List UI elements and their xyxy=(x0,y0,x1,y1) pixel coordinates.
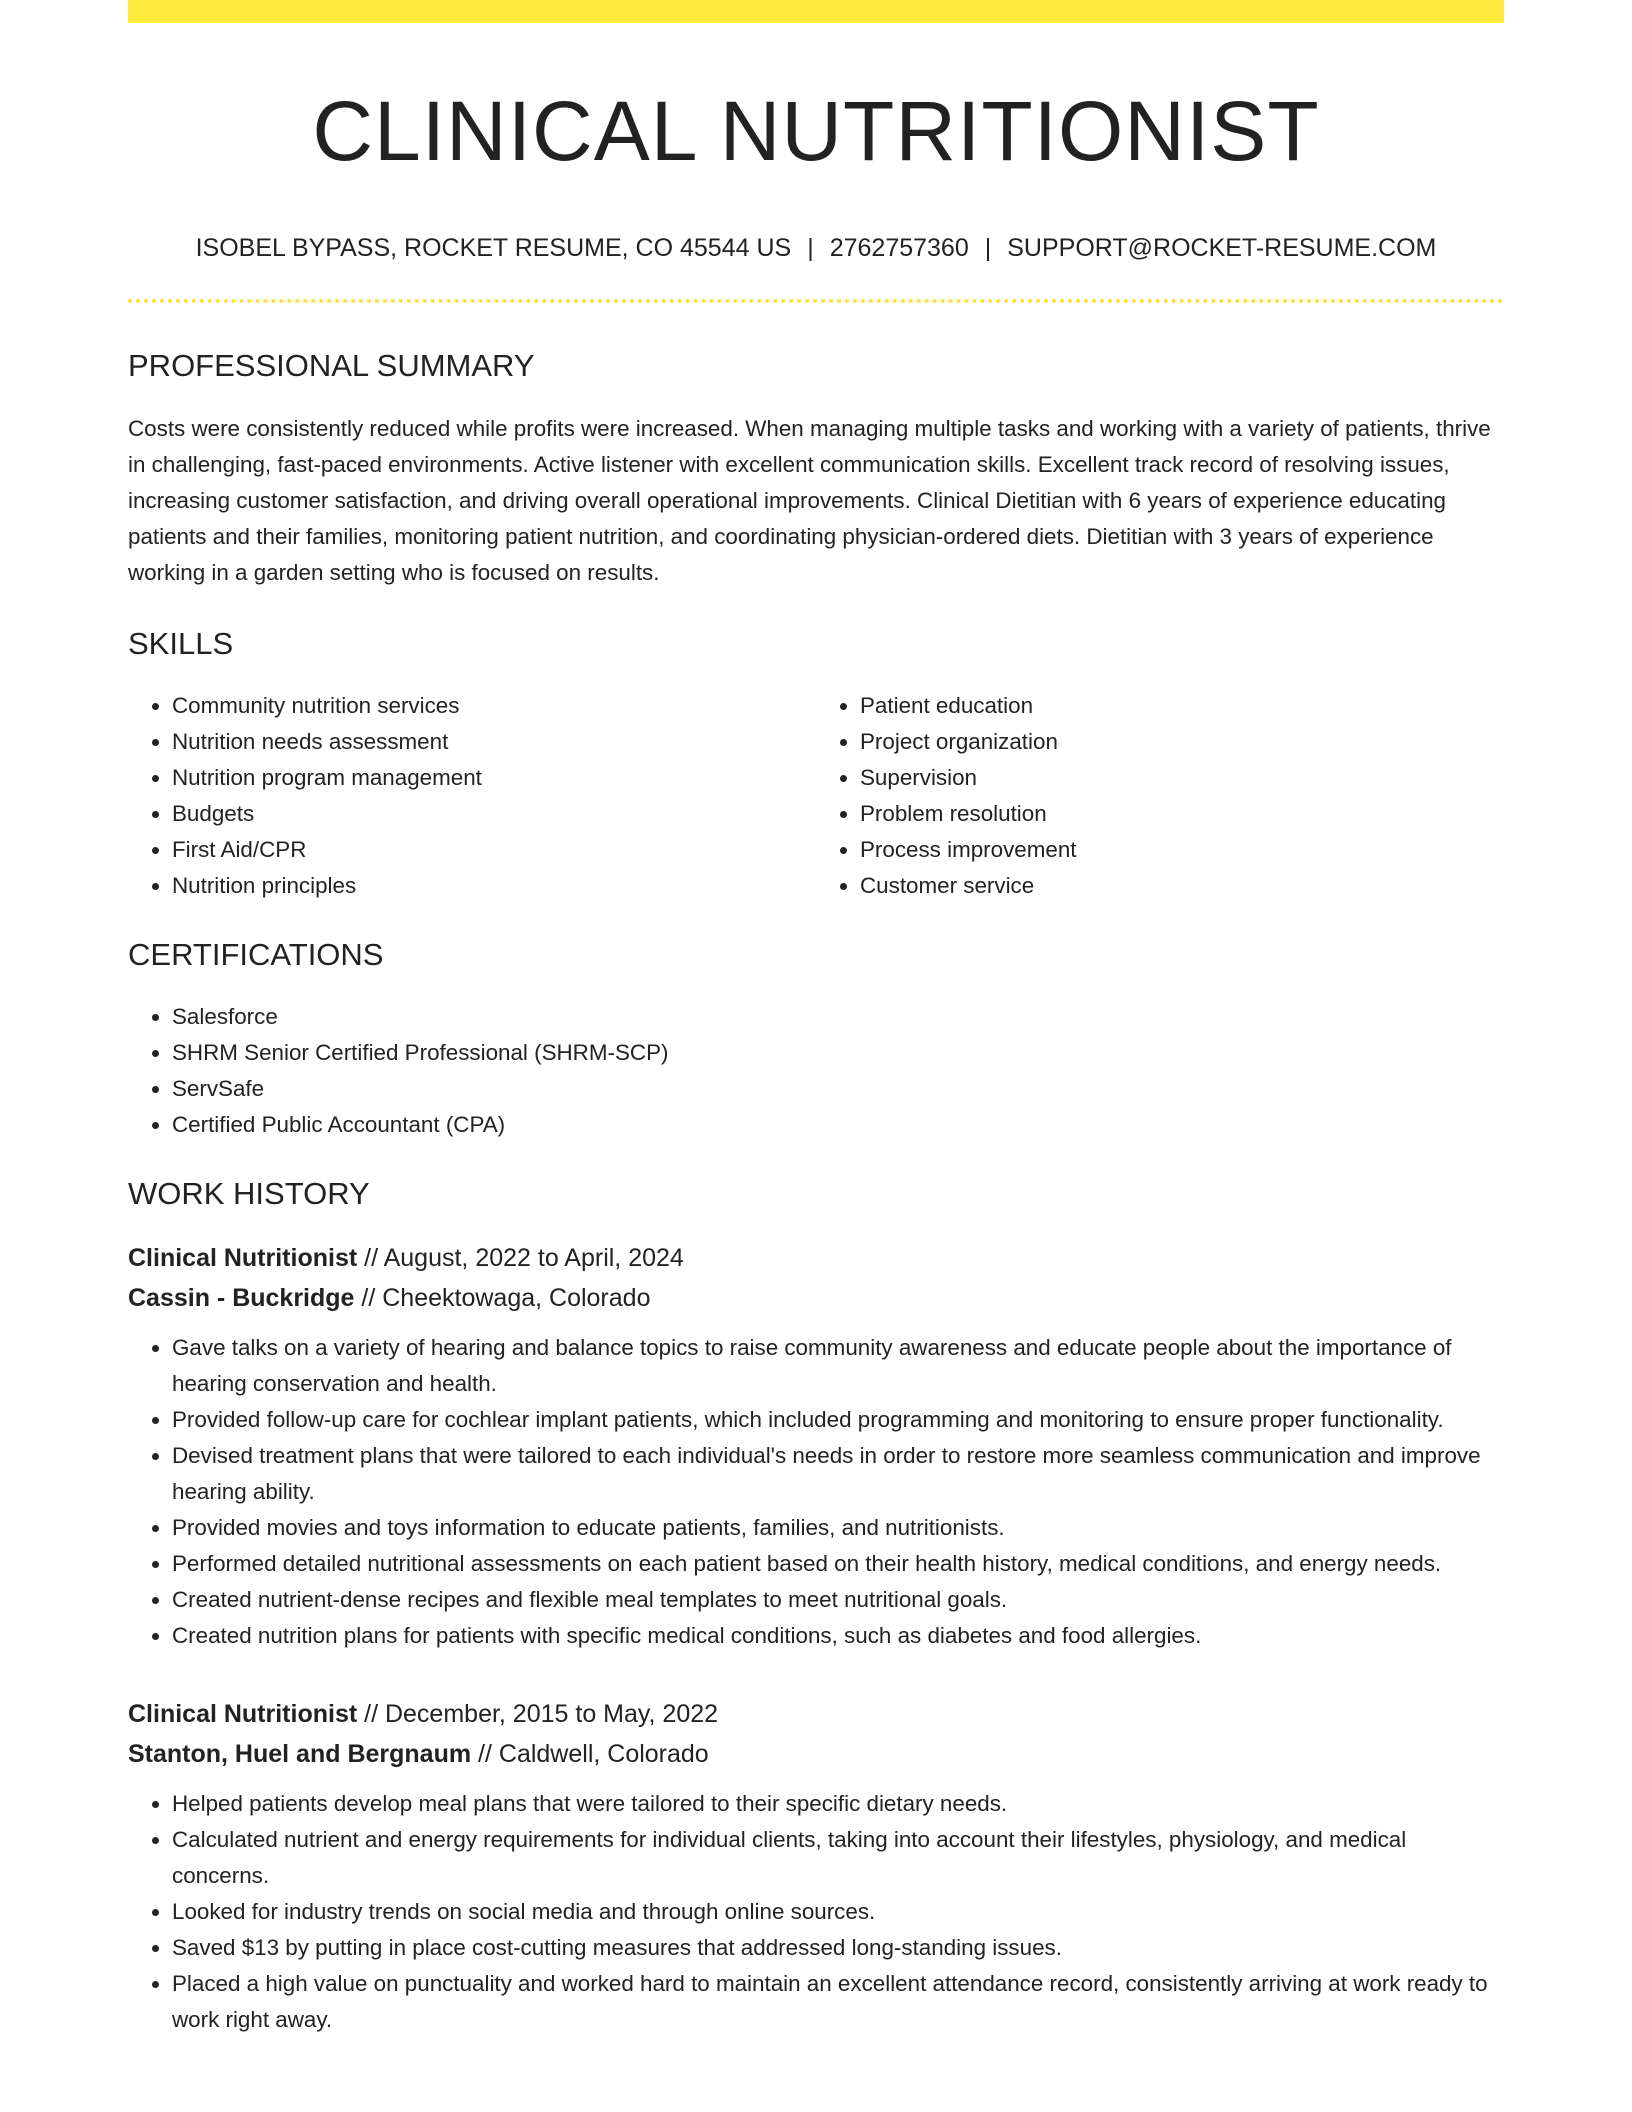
work-history-heading: WORK HISTORY xyxy=(128,1175,370,1211)
skill-item: • Nutrition principles xyxy=(172,868,816,904)
contact-phone: 2762757360 xyxy=(829,234,969,263)
skill-item: • Nutrition program management xyxy=(172,760,816,796)
skills-list-right xyxy=(816,688,1504,904)
job-dates: // December, 2015 to May, 2022 xyxy=(364,1700,719,1729)
contact-separator: | xyxy=(807,234,814,263)
certification-item: • ServSafe xyxy=(172,1071,1504,1107)
job-dates: // August, 2022 to April, 2024 xyxy=(364,1244,684,1273)
page-title: CLINICAL NUTRITIONIST xyxy=(312,84,1320,178)
job-bullet: • Provided follow-up care for cochlear implant patients, which included programming and monitoring to ensure proper functionality. xyxy=(172,1402,1504,1438)
job-bullet: • Devised treatment plans that were tailored to each individual's needs in order to restore more seamless communication and improve hearing ability. xyxy=(172,1438,1504,1510)
job-bullet: • Saved $13 by putting in place cost-cutting measures that addressed long-standing issues. xyxy=(172,1930,1504,1966)
skill-item: • Supervision xyxy=(860,760,1504,796)
job-bullet: • Looked for industry trends on social media and through online sources. xyxy=(172,1894,1504,1930)
job-bullet: • Gave talks on a variety of hearing and balance topics to raise community awareness and educate people about the importance of hearing conservation and health. xyxy=(172,1330,1504,1402)
skill-item: • Customer service xyxy=(860,868,1504,904)
skill-item: • Process improvement xyxy=(860,832,1504,868)
certification-item: • Salesforce xyxy=(172,999,1504,1035)
skill-item: • Patient education xyxy=(860,688,1504,724)
job-bullets xyxy=(128,1786,1504,2038)
summary-heading: PROFESSIONAL SUMMARY xyxy=(128,348,535,384)
job-bullet: • Created nutrition plans for patients with specific medical conditions, such as diabetes and food allergies. xyxy=(172,1618,1504,1654)
job-company: Cassin - Buckridge xyxy=(128,1284,355,1313)
skill-item: • Budgets xyxy=(172,796,816,832)
job-bullet: • Performed detailed nutritional assessments on each patient based on their health history, medical conditions, and energy needs. xyxy=(172,1546,1504,1582)
skill-item: • Project organization xyxy=(860,724,1504,760)
job-entry xyxy=(128,1694,1504,2038)
contact-separator: | xyxy=(984,234,992,263)
job-title-line xyxy=(128,1238,1504,1278)
job-location: // Cheektowaga, Colorado xyxy=(361,1284,651,1313)
contact-email: SUPPORT@ROCKET-RESUME.COM xyxy=(1007,234,1437,263)
job-company-line xyxy=(128,1734,1504,1774)
job-title: Clinical Nutritionist xyxy=(128,1700,358,1729)
job-bullet: • Created nutrient-dense recipes and flexible meal templates to meet nutritional goals. xyxy=(172,1582,1504,1618)
certification-item: • Certified Public Accountant (CPA) xyxy=(172,1107,1504,1143)
skill-item: • Community nutrition services xyxy=(172,688,816,724)
skills-list-left xyxy=(128,688,816,904)
job-bullet: • Helped patients develop meal plans that were tailored to their specific dietary needs. xyxy=(172,1786,1504,1822)
job-bullet: • Calculated nutrient and energy requirements for individual clients, taking into account their lifestyles, physiology, and medical concerns. xyxy=(172,1822,1504,1894)
summary-text: Costs were consistently reduced while profits were increased. When managing multiple tasks and working with a variety of patients, thrive in challenging, fast-paced environments. Active listener with excellent communication skills. Excellent track record of resolving issues, increasing customer satisfaction, and driving overall operational improvements. Clinical Dietitian with 6 years of experience educating patients and their families, monitoring patient nutrition, and coordinating physician-ordered diets. Dietitian with 3 years of experience working in a garden setting who is focused on results. xyxy=(128,415,1491,585)
certifications-list xyxy=(128,999,1504,1143)
contact-line xyxy=(128,233,1504,263)
job-company-line xyxy=(128,1278,1504,1318)
job-bullets xyxy=(128,1330,1504,1654)
skill-item: • Nutrition needs assessment xyxy=(172,724,816,760)
skills-heading: SKILLS xyxy=(128,625,234,661)
skills-columns xyxy=(128,688,1504,904)
job-location: // Caldwell, Colorado xyxy=(478,1740,709,1769)
job-title: Clinical Nutritionist xyxy=(128,1244,358,1273)
contact-address: ISOBEL BYPASS, ROCKET RESUME, CO 45544 US xyxy=(195,234,792,263)
top-accent-bar xyxy=(128,0,1504,23)
job-entry xyxy=(128,1238,1504,1654)
job-bullet: • Provided movies and toys information to educate patients, families, and nutritionists. xyxy=(172,1510,1504,1546)
job-bullet: • Placed a high value on punctuality and worked hard to maintain an excellent attendance record, consistently arriving at work ready to work right away. xyxy=(172,1966,1504,2038)
skill-item: • First Aid/CPR xyxy=(172,832,816,868)
resume-page xyxy=(128,0,1504,2038)
job-company: Stanton, Huel and Bergnaum xyxy=(128,1740,472,1769)
job-title-line xyxy=(128,1694,1504,1734)
certifications-heading: CERTIFICATIONS xyxy=(128,936,384,972)
certification-item: • SHRM Senior Certified Professional (SHRM-SCP) xyxy=(172,1035,1504,1071)
header-divider xyxy=(128,299,1504,303)
skill-item: • Problem resolution xyxy=(860,796,1504,832)
